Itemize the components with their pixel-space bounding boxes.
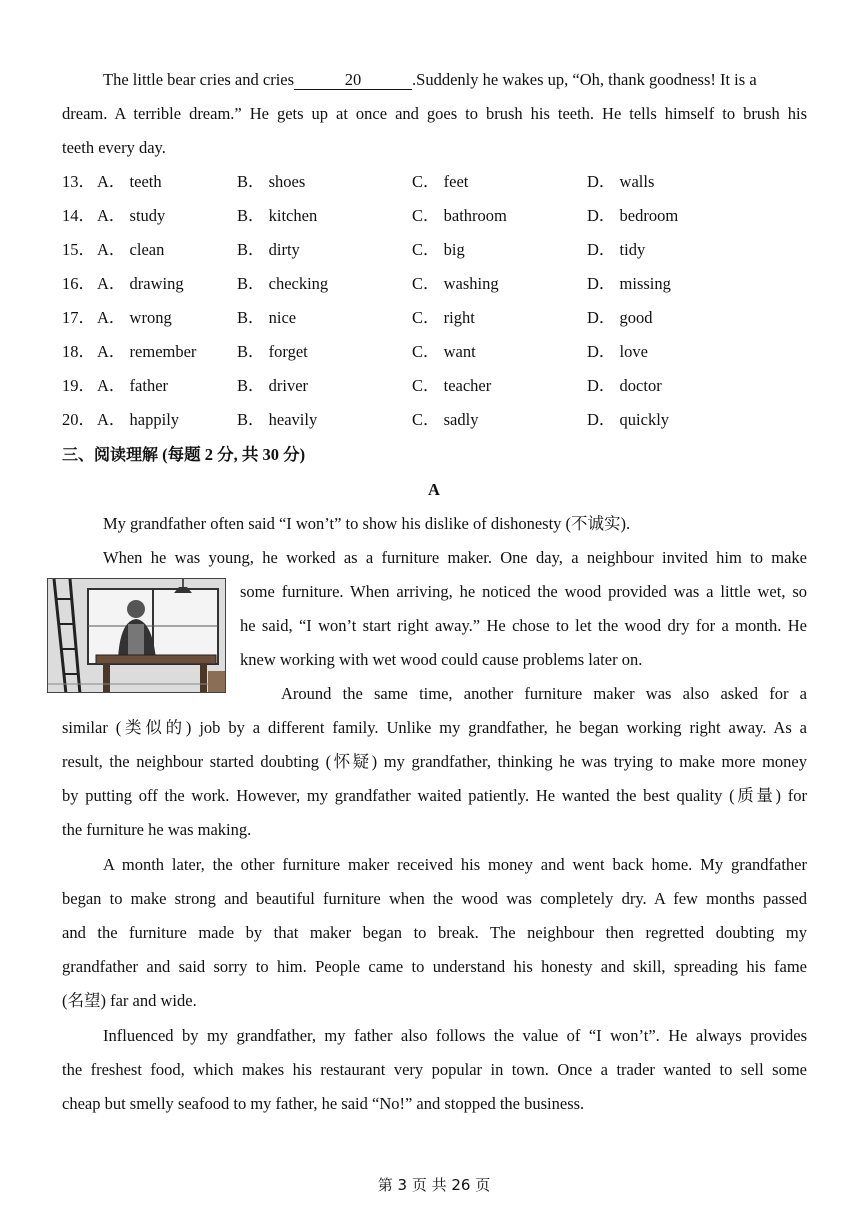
option-d: D． love — [587, 342, 648, 361]
question-row — [62, 239, 807, 261]
section-heading — [62, 444, 305, 466]
option-b: B． kitchen — [237, 206, 318, 225]
intro-line-1 — [103, 69, 807, 91]
passage-line: knew working with wet wood could cause problems later on. — [240, 650, 643, 669]
passage-line: he said, “I won’t start right away.” He chose to let the wood dry for a month. He — [240, 616, 807, 635]
option-a: A． happily — [97, 410, 180, 429]
option-c: C． right — [412, 308, 475, 327]
passage-line: My grandfather often said “I won’t” to show his dislike of dishonesty (不诚实). — [103, 514, 631, 533]
option-a: A． drawing — [97, 274, 184, 293]
option-d: D． walls — [587, 172, 655, 191]
section-score: (每题 2 分, 共 30 分) — [162, 445, 306, 464]
intro-text-before-blank: The little bear cries and cries — [103, 70, 295, 89]
option-b: B． driver — [237, 376, 309, 395]
section-title: 三、阅读理解 — [62, 445, 159, 464]
passage-line: (名望) far and wide. — [62, 991, 197, 1010]
option-c: C． big — [412, 240, 465, 259]
option-c: C． washing — [412, 274, 499, 293]
passage-line: the furniture he was making. — [62, 820, 252, 839]
option-a: A． remember — [97, 342, 197, 361]
question-row — [62, 409, 807, 431]
option-a: A． study — [97, 206, 166, 225]
question-number: 14． — [62, 206, 95, 225]
question-row — [62, 341, 807, 363]
option-c: C． want — [412, 342, 476, 361]
question-number: 18． — [62, 342, 95, 361]
intro-line-3: teeth every day. — [62, 138, 166, 157]
question-row — [62, 307, 807, 329]
question-number: 16． — [62, 274, 95, 293]
option-c: C． feet — [412, 172, 469, 191]
option-c: C． teacher — [412, 376, 492, 395]
question-row — [62, 375, 807, 397]
passage-line: A month later, the other furniture maker received his money and went back home. My grandfather — [103, 855, 807, 874]
passage-line: began to make strong and beautiful furniture when the wood was completely dry. A few months passed — [62, 889, 807, 908]
passage-line: result, the neighbour started doubting (怀疑) my grandfather, thinking he was trying to make more money — [62, 752, 807, 771]
passage-line: and the furniture made by that maker began to break. The neighbour then regretted doubting my — [62, 923, 807, 942]
option-b: B． checking — [237, 274, 329, 293]
question-row — [62, 205, 807, 227]
option-d: D． good — [587, 308, 653, 327]
option-d: D． bedroom — [587, 206, 679, 225]
passage-line: Around the same time, another furniture maker was also asked for a — [281, 684, 807, 703]
woodworker-illustration — [47, 578, 226, 693]
passage-line: grandfather and said sorry to him. People came to understand his honesty and skill, spreading his fame — [62, 957, 807, 976]
answer-blank: 20 — [294, 71, 412, 90]
option-b: B． shoes — [237, 172, 306, 191]
option-c: C． bathroom — [412, 206, 507, 225]
option-a: A． teeth — [97, 172, 162, 191]
option-d: D． missing — [587, 274, 671, 293]
intro-text-after-blank: .Suddenly he wakes up, “Oh, thank goodness! It is a — [412, 70, 757, 89]
option-d: D． quickly — [587, 410, 670, 429]
question-number: 17． — [62, 308, 95, 327]
passage-line: When he was young, he worked as a furniture maker. One day, a neighbour invited him to make — [103, 548, 807, 567]
question-number: 13． — [62, 172, 95, 191]
question-number: 19． — [62, 376, 95, 395]
question-number: 20． — [62, 410, 95, 429]
option-b: B． dirty — [237, 240, 300, 259]
passage-line: the freshest food, which makes his restaurant very popular in town. Once a trader wanted to sell some — [62, 1060, 807, 1079]
option-d: D． doctor — [587, 376, 662, 395]
passage-line: similar (类似的) job by a different family. Unlike my grandfather, he began working right away. As a — [62, 718, 807, 737]
question-row — [62, 171, 807, 193]
passage-line: cheap but smelly seafood to my father, he said “No!” and stopped the business. — [62, 1094, 585, 1113]
page-number: 第 3 页 共 26 页 — [377, 1176, 491, 1194]
option-c: C． sadly — [412, 410, 479, 429]
option-b: B． forget — [237, 342, 308, 361]
passage-line: by putting off the work. However, my grandfather waited patiently. He wanted the best quality (质量) for — [62, 786, 807, 805]
page-footer — [0, 1174, 868, 1196]
option-a: A． clean — [97, 240, 165, 259]
intro-line-2: dream. A terrible dream.” He gets up at once and goes to brush his teeth. He tells himself to brush his — [62, 104, 807, 123]
option-a: A． wrong — [97, 308, 172, 327]
question-number: 15． — [62, 240, 95, 259]
option-a: A． father — [97, 376, 169, 395]
passage-line: some furniture. When arriving, he noticed the wood provided was a little wet, so — [240, 582, 807, 601]
passage-line: Influenced by my grandfather, my father also follows the value of “I won’t”. He always provides — [103, 1026, 807, 1045]
option-b: B． heavily — [237, 410, 318, 429]
question-row — [62, 273, 807, 295]
passage-title: A — [428, 480, 440, 499]
option-d: D． tidy — [587, 240, 646, 259]
option-b: B． nice — [237, 308, 297, 327]
